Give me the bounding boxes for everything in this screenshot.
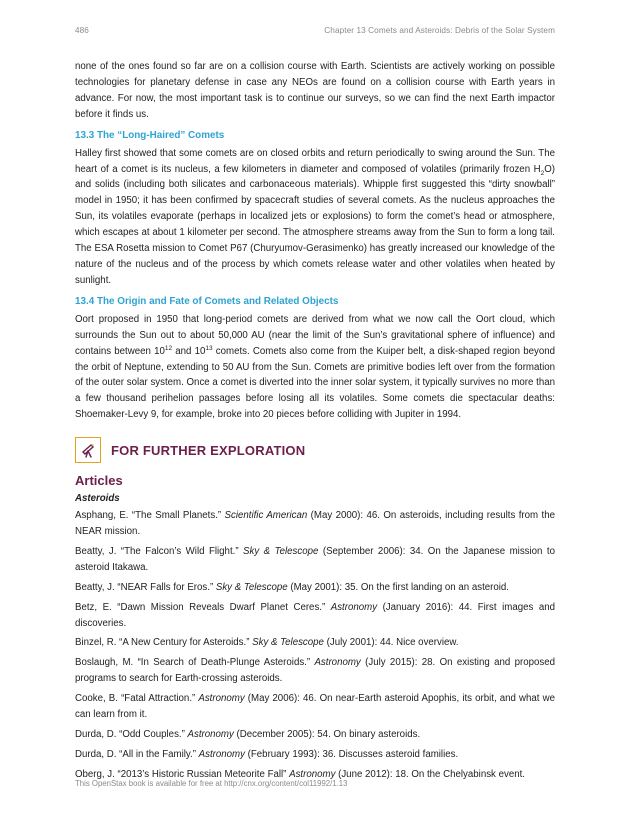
- further-exploration-title: FOR FURTHER EXPLORATION: [111, 442, 306, 458]
- reference-author-title: Oberg, J. “2013’s Historic Russian Meteorite Fall”: [75, 768, 290, 780]
- reference-source: Scientific American: [224, 510, 308, 522]
- footer-note: This OpenStax book is available for free at http://cnx.org/content/col11992/1.13: [75, 779, 348, 788]
- page-number: 486: [75, 26, 89, 35]
- section-13-4-text-c: comets. Comets also come from the Kuiper belt, a disk-shaped region beyond the orbit of Neptune, extending to 50 AU from the Sun. Comets are primitive bodies left over from the formation of the outer solar system. Once a comet is diverted into the inner solar system, it typically survives no more than a few thousand perihelion passages before losing all its volatiles. Some comets die spectacular deaths: Shoemaker-Levy 9, for example, broke into 20 pieces before colliding with Jupiter in 1994.: [75, 345, 555, 421]
- reference-source: Astronomy: [289, 768, 336, 780]
- section-13-3-text-a: Halley first showed that some comets are on closed orbits and return periodically to swing around the Sun. The heart of a comet is its nucleus, a few kilometers in diameter and composed of volatiles (primarily frozen H: [75, 147, 555, 175]
- reference-author-title: Binzel, R. “A New Century for Asteroids.”: [75, 637, 253, 649]
- reference-source: Astronomy: [187, 729, 234, 740]
- asteroids-subheading: Asteroids: [75, 493, 120, 505]
- reference-author-title: Boslaugh, M. “In Search of Death-Plunge Asteroids.”: [75, 657, 315, 669]
- reference-details: (September 2006): 34. On the Japanese mission to asteroid Itakawa.: [75, 545, 555, 573]
- section-13-3-paragraph: [75, 146, 555, 289]
- section-13-4-text-b: and 10: [172, 345, 206, 357]
- reference-source: Sky & Telescope: [252, 637, 324, 649]
- section-13-4-paragraph: [75, 312, 555, 423]
- reference-details: (May 2001): 35. On the first landing on an asteroid.: [287, 581, 509, 593]
- reference-item: [75, 508, 555, 540]
- h2o-subscript: 2: [540, 169, 545, 177]
- reference-author-title: Asphang, E. “The Small Planets.”: [75, 510, 225, 522]
- reference-details: (January 2016): 44. First images and discoveries.: [75, 601, 556, 629]
- reference-list: [75, 508, 555, 783]
- reference-details: (May 2000): 46. On asteroids, including results from the NEAR mission.: [75, 510, 555, 538]
- reference-author-title: Durda, D. “All in the Family.”: [75, 748, 199, 760]
- section-13-4-title: 13.4 The Origin and Fate of Comets and Related Objects: [75, 295, 339, 307]
- reference-source: Sky & Telescope: [215, 581, 288, 593]
- reference-author-title: Cooke, B. “Fatal Attraction.”: [75, 693, 199, 705]
- reference-item: [75, 544, 555, 576]
- reference-source: Astronomy: [330, 601, 378, 613]
- reference-details: (May 2006): 46. On near-Earth asteroid Apophis, its orbit, and what we can learn from it.: [75, 693, 555, 721]
- articles-heading: Articles: [75, 473, 123, 489]
- reference-item: [75, 747, 555, 763]
- section-13-3-title: 13.3 The “Long-Haired” Comets: [75, 129, 225, 141]
- reference-item: [75, 691, 555, 723]
- reference-author-title: Betz, E. “Dawn Mission Reveals Dwarf Planet Ceres.”: [75, 601, 331, 613]
- reference-item: [75, 655, 555, 687]
- reference-item: [75, 580, 555, 596]
- reference-item: [75, 727, 555, 743]
- reference-source: Astronomy: [198, 748, 245, 760]
- section-13-4-text-a: Oort proposed in 1950 that long-period comets are derived from what we now call the Oort cloud, which surrounds the Sun out to about 50,000 AU (near the limit of the Sun’s gravitational sphere of influence) and contains between 10: [75, 313, 555, 357]
- reference-item: [75, 600, 555, 632]
- intro-paragraph: none of the ones found so far are on a collision course with Earth. Scientists are actively working on possible technologies for planetary defense in case any NEOs are found on a collision course with Earth years in advance. For now, the most important task is to continue our surveys, so we can find the next Earth impactor before it finds us.: [75, 61, 555, 120]
- reference-author-title: Beatty, J. “NEAR Falls for Eros.”: [75, 581, 216, 593]
- chapter-title: Chapter 13 Comets and Asteroids: Debris of the Solar System: [324, 26, 555, 35]
- telescope-icon: [75, 437, 101, 463]
- reference-details: (February 1993): 36. Discusses asteroid families.: [244, 748, 459, 760]
- reference-details: (December 2005): 54. On binary asteroids.: [233, 729, 421, 740]
- reference-source: Sky & Telescope: [243, 545, 319, 557]
- reference-details: (June 2012): 18. On the Chelyabinsk event.: [335, 768, 525, 780]
- reference-details: (July 2001): 44. Nice overview.: [323, 637, 459, 649]
- running-head: [75, 26, 555, 35]
- section-13-3-text-b: O) and solids (including both silicates and carbonaceous materials). Whipple first suggested this “dirty snowball” model in 1950; it has been confirmed by spacecraft studies of several comets. As the nucleus approaches the Sun, its volatiles evaporate (perhaps in localized jets or explosions) to form the comet’s head or atmosphere, which escapes at about 1 kilometer per second. The atmosphere streams away from the Sun to form a long tail. The ESA Rosetta mission to Comet P67 (Churyumov-Gerasimenko) has greatly increased our knowledge of the nature of the nucleus and of the process by which comets release water and other volatiles when heated by sunlight.: [75, 163, 555, 286]
- reference-item: [75, 635, 555, 651]
- reference-author-title: Durda, D. “Odd Couples.”: [75, 729, 188, 740]
- reference-source: Astronomy: [314, 657, 361, 669]
- reference-author-title: Beatty, J. “The Falcon’s Wild Flight.”: [75, 545, 244, 557]
- reference-source: Astronomy: [198, 693, 245, 705]
- reference-details: (July 2015): 28. On existing and proposed programs to search for Earth-crossing asteroids.: [75, 657, 555, 685]
- main-content: [75, 59, 555, 787]
- exponent-12: 12: [164, 344, 173, 352]
- further-exploration-header: [75, 437, 555, 463]
- exponent-13: 13: [205, 344, 213, 352]
